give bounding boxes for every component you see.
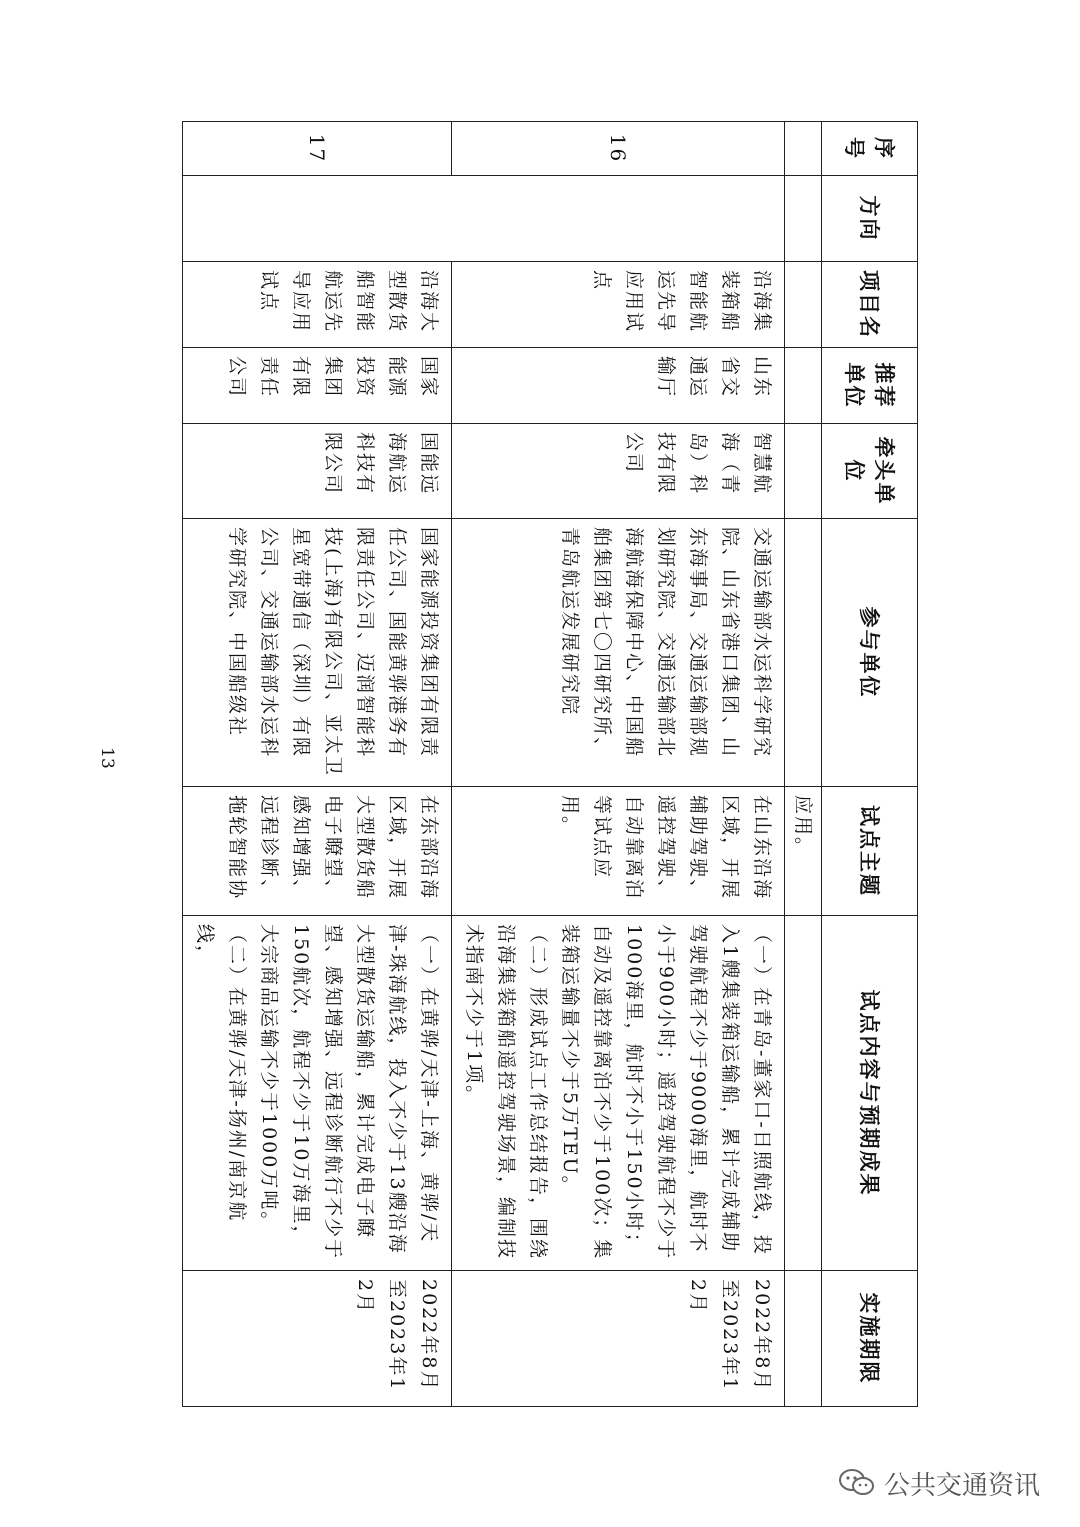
page-number: 13 xyxy=(97,747,117,769)
header-direction: 方向 xyxy=(822,176,918,262)
content-item-1: （一）在黄骅/天津-上海、黄骅/天津-珠海航线，投入不少于13艘沿海大型散货运输船，累计完成电子瞭望、感知增强、远程诊断航行不少于150航次，航程不少于10万海里，大宗商品运输不少于1000万吨。 xyxy=(258,924,440,1261)
pilot-projects-table xyxy=(182,121,918,1407)
row-content xyxy=(183,916,452,1271)
header-row xyxy=(822,122,918,1407)
header-content: 试点内容与预期成果 xyxy=(822,916,918,1271)
wechat-icon xyxy=(838,1468,876,1498)
continuation-row xyxy=(785,122,822,1407)
row-recommend: 国家能源投资集团有限责任公司 xyxy=(183,348,452,424)
header-theme: 试点主题 xyxy=(822,787,918,916)
rotated-page xyxy=(186,121,918,1406)
row-recommend: 山东省交通运输厅 xyxy=(452,348,785,424)
watermark-text: 公共交通资讯 xyxy=(884,1470,1041,1501)
header-participants: 参与单位 xyxy=(822,519,918,787)
header-seq: 序号 xyxy=(822,122,918,176)
row-participants: 交通运输部水运科学研究院、山东省港口集团、山东海事局、交通运输部规划研究院、交通运输部北海航海保障中心、中国船舶集团第七〇四研究所、青岛航运发展研究院 xyxy=(452,519,785,787)
row-theme: 在东部沿海区域，开展大型散货船电子瞭望、感知增强、远程诊断、拖轮智能协 xyxy=(183,787,452,916)
row-participants: 国家能源投资集团有限责任公司、国能黄骅港务有限责任公司、迈润智能科技(上海)有限公司、亚太卫星宽带通信（深圳）有限公司、交通运输部水运科学研究院、中国船级社 xyxy=(183,519,452,787)
content-item-2: （二）形成试点工作总结报告，围绕沿海集装箱船遥控驾驶场景，编制技术指南不少于1项。 xyxy=(463,924,549,1261)
content-item-2: （二）在黄骅/天津-扬州/南京航线， xyxy=(194,924,248,1223)
cont-lead xyxy=(785,424,822,519)
content-item-1: （一）在青岛-董家口-日照航线，投入1艘集装箱运输船，累计完成辅助驾驶航程不少于9000海里，航时不小于900小时；遥控驾驶航程不少于1000海里，航时不小于150小时；自动及遥控靠离泊不少于100次；集装箱运输量不少于5万TEU。 xyxy=(559,924,773,1261)
cont-content xyxy=(785,916,822,1271)
table-row xyxy=(183,122,452,1407)
row-lead: 国能远海航运科技有限公司 xyxy=(183,424,452,519)
cont-direction xyxy=(785,176,822,262)
header-project: 项目名 xyxy=(822,262,918,348)
row-project: 沿海大型散货船智能航运先导应用试点 xyxy=(183,262,452,348)
cont-theme: 应用。 xyxy=(785,787,822,916)
cont-recommend xyxy=(785,348,822,424)
row-seq: 16 xyxy=(452,122,785,176)
table-row xyxy=(452,122,785,1407)
cont-participants xyxy=(785,519,822,787)
cont-seq xyxy=(785,122,822,176)
header-lead: 牵头单位 xyxy=(822,424,918,519)
row-direction xyxy=(183,176,785,262)
row-lead: 智慧航海（青岛）科技有限公司 xyxy=(452,424,785,519)
cont-period xyxy=(785,1271,822,1407)
row-content xyxy=(452,916,785,1271)
watermark xyxy=(838,1463,1040,1503)
cont-project xyxy=(785,262,822,348)
header-recommend: 推荐单位 xyxy=(822,348,918,424)
row-seq: 17 xyxy=(183,122,452,176)
row-theme: 在山东沿海区域，开展辅助驾驶、遥控驾驶、自动靠离泊等试点应用。 xyxy=(452,787,785,916)
row-project: 沿海集装箱船智能航运先导应用试点 xyxy=(452,262,785,348)
row-period: 2022年8月至2023年12月 xyxy=(452,1271,785,1407)
row-period: 2022年8月至2023年12月 xyxy=(183,1271,452,1407)
header-period: 实施期限 xyxy=(822,1271,918,1407)
